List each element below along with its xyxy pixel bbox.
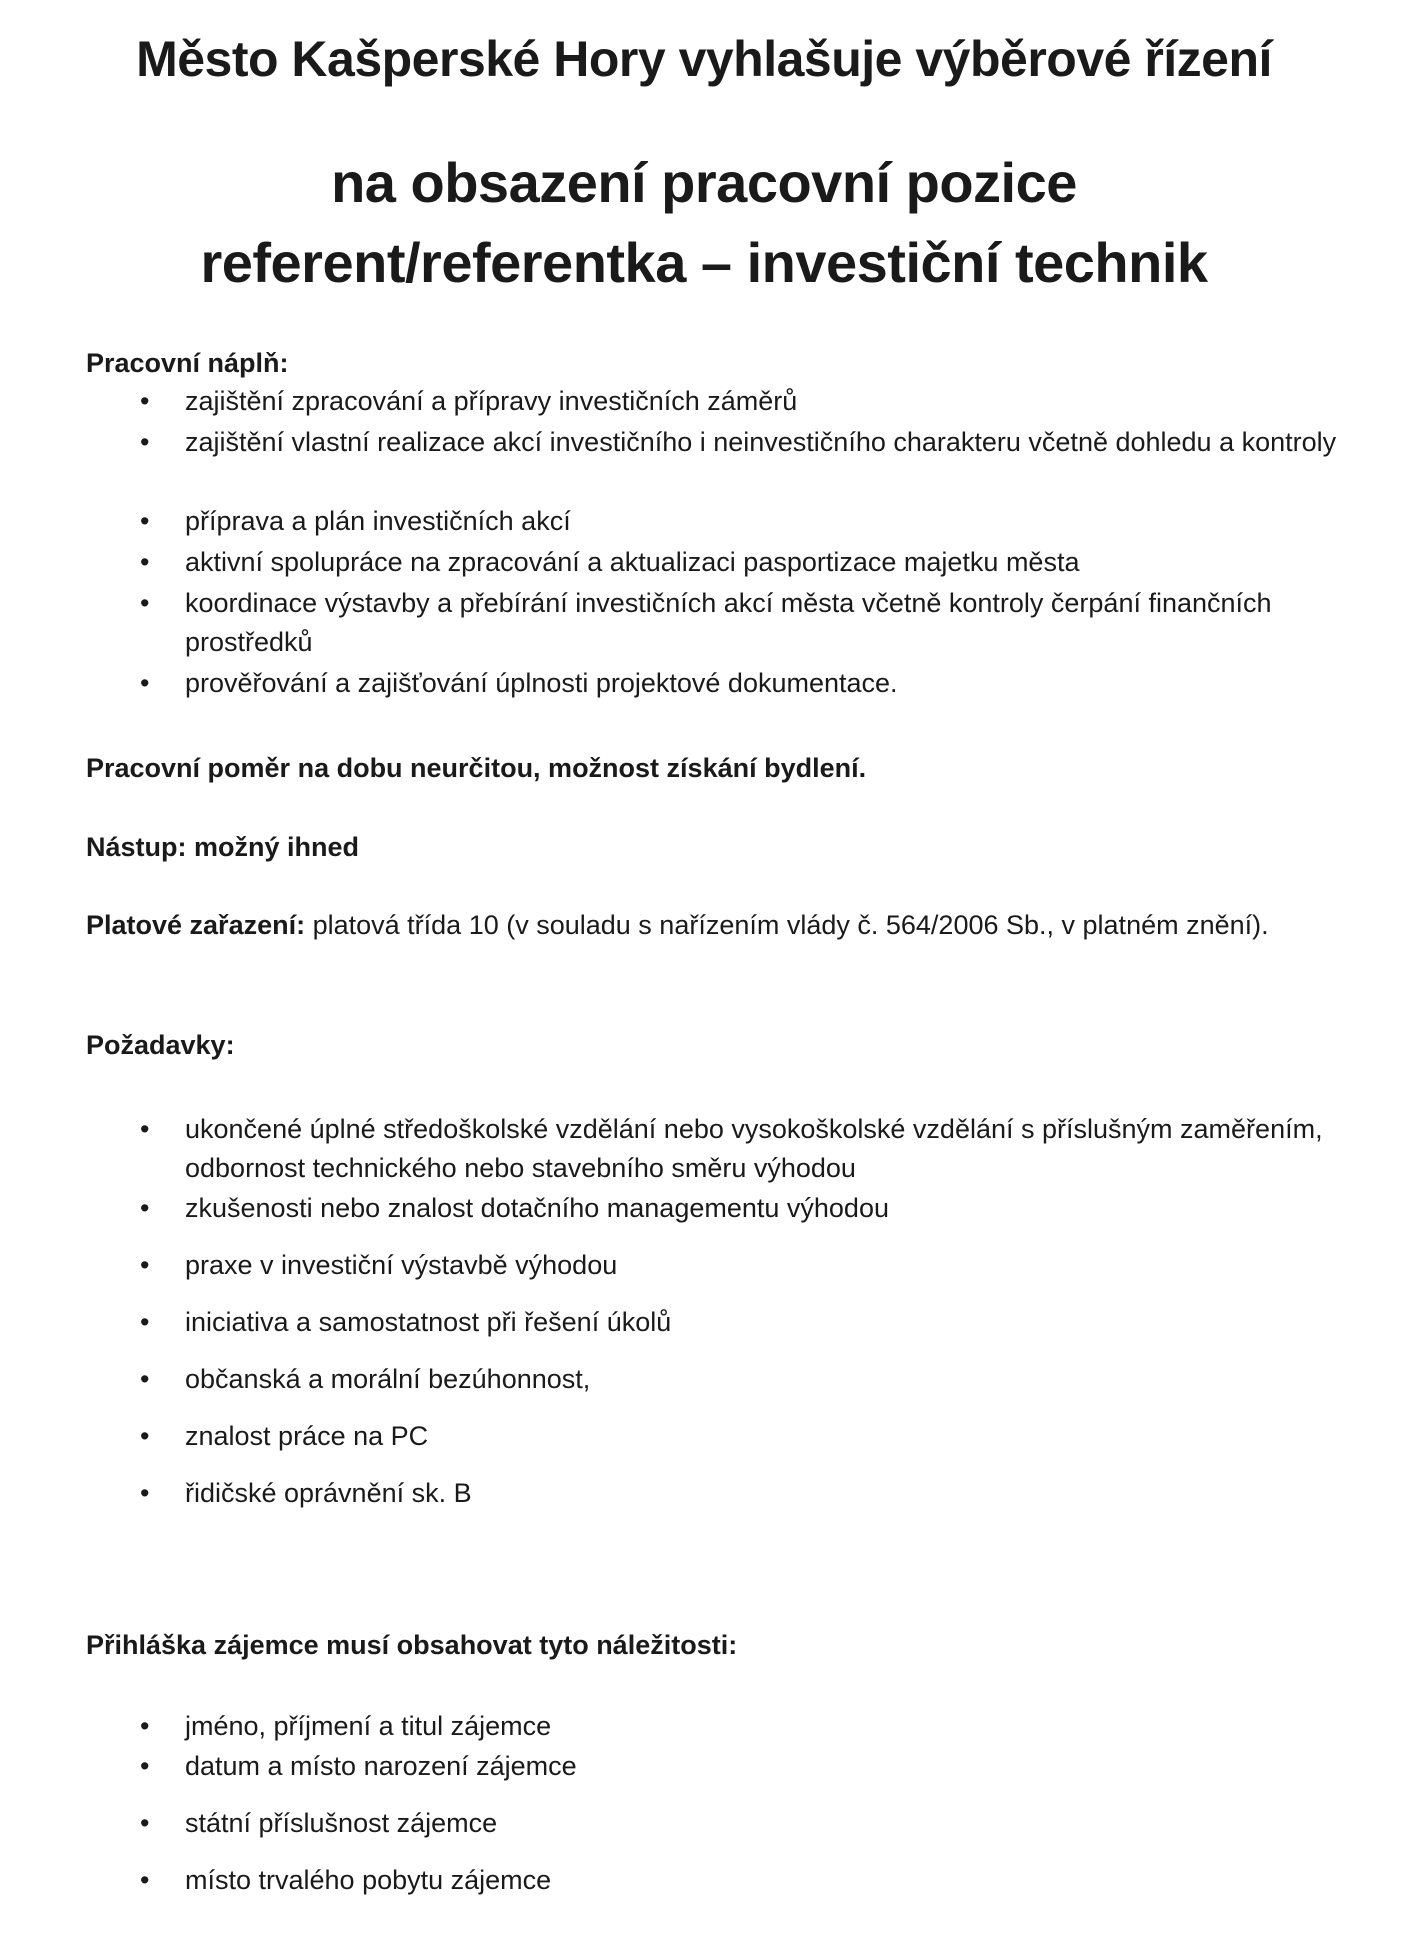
- application-item: datum a místo narození zájemce: [185, 1751, 577, 1781]
- duties-item: příprava a plán investičních akcí: [185, 506, 571, 536]
- requirements-item: ukončené úplné středoškolské vzdělání nebo vysokoškolské vzdělání s příslušným zaměřením, odbornost technického nebo stavebního směru výhodou: [185, 1114, 1323, 1183]
- bullet-icon: •: [140, 1193, 150, 1223]
- application-item: státní příslušnost zájemce: [185, 1808, 498, 1838]
- duties-item: zajištění vlastní realizace akcí investičního i neinvestičního charakteru včetně dohledu a kontroly: [185, 427, 1337, 457]
- bullet-icon: •: [140, 1478, 150, 1508]
- requirements-item: iniciativa a samostatnost při řešení úkolů: [185, 1307, 672, 1337]
- duties-item: zajištění zpracování a přípravy investičních záměrů: [185, 386, 798, 416]
- bullet-icon: •: [140, 547, 150, 577]
- title-line-2: na obsazení pracovní pozice: [331, 151, 1077, 214]
- bullet-icon: •: [140, 427, 150, 457]
- requirements-heading: Požadavky:: [86, 1030, 235, 1060]
- salary-label: Platové zařazení:: [86, 910, 306, 940]
- requirements-item: řidičské oprávnění sk. B: [185, 1478, 472, 1508]
- bullet-icon: •: [140, 1808, 150, 1838]
- title-line-1: Město Kašperské Hory vyhlašuje výběrové řízení: [136, 31, 1272, 87]
- bullet-icon: •: [140, 588, 150, 618]
- start-date: Nástup: možný ihned: [86, 832, 360, 862]
- employment-terms: Pracovní poměr na dobu neurčitou, možnost získání bydlení.: [86, 753, 867, 783]
- requirements-item: zkušenosti nebo znalost dotačního managementu výhodou: [185, 1193, 889, 1223]
- duties-item: prověřování a zajišťování úplnosti projektové dokumentace.: [185, 668, 898, 698]
- bullet-icon: •: [140, 1421, 150, 1451]
- title-line-3: referent/referentka – investiční technik: [200, 231, 1208, 294]
- bullet-icon: •: [140, 1711, 150, 1741]
- requirements-item: znalost práce na PC: [185, 1421, 429, 1451]
- bullet-icon: •: [140, 1364, 150, 1394]
- application-item: místo trvalého pobytu zájemce: [185, 1865, 552, 1895]
- application-heading: Přihláška zájemce musí obsahovat tyto náležitosti:: [86, 1630, 738, 1660]
- duties-item: koordinace výstavby a přebírání investičních akcí města včetně kontroly čerpání finančních prostředků: [185, 588, 1272, 657]
- bullet-icon: •: [140, 1250, 150, 1280]
- application-item: jméno, příjmení a titul zájemce: [185, 1711, 552, 1741]
- duties-item: aktivní spolupráce na zpracování a aktualizaci pasportizace majetku města: [185, 547, 1080, 577]
- bullet-icon: •: [140, 386, 150, 416]
- bullet-icon: •: [140, 1114, 150, 1144]
- bullet-icon: •: [140, 506, 150, 536]
- bullet-icon: •: [140, 1307, 150, 1337]
- duties-heading: Pracovní náplň:: [86, 348, 289, 378]
- bullet-icon: •: [140, 1751, 150, 1781]
- requirements-item: občanská a morální bezúhonnost,: [185, 1364, 591, 1394]
- salary-value: platová třída 10 (v souladu s nařízením vlády č. 564/2006 Sb., v platném znění).: [305, 910, 1269, 940]
- bullet-icon: •: [140, 1865, 150, 1895]
- requirements-item: praxe v investiční výstavbě výhodou: [185, 1250, 618, 1280]
- bullet-icon: •: [140, 668, 150, 698]
- salary-paragraph: [86, 906, 1316, 945]
